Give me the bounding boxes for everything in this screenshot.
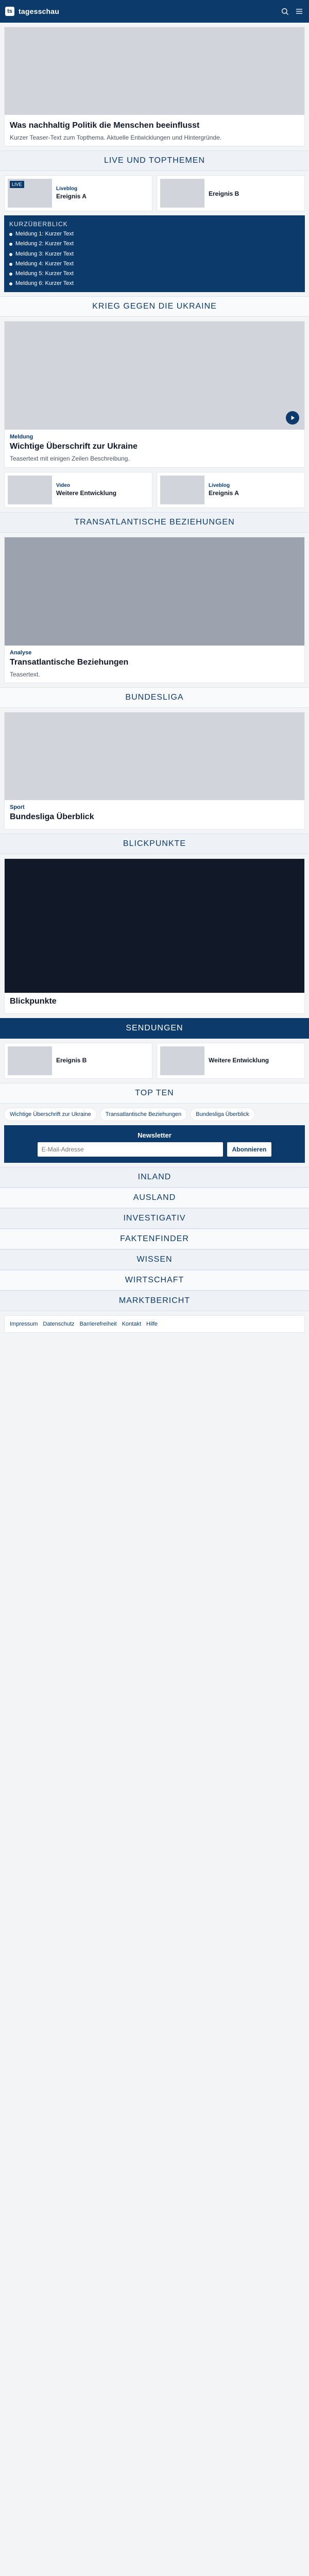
- live-thumb-1: [8, 179, 52, 208]
- blickpunkte-image: [5, 859, 304, 993]
- hero-title[interactable]: Was nachhaltig Politik die Menschen beeinflusst: [10, 121, 200, 130]
- live-title-2[interactable]: Ereignis B: [209, 190, 239, 197]
- ticker-text: Meldung 6: Kurzer Text: [15, 280, 74, 287]
- ticker-text: Meldung 3: Kurzer Text: [15, 250, 74, 257]
- menu-icon[interactable]: [295, 7, 304, 16]
- topten-pills: [4, 1108, 305, 1121]
- ukraine-image: [5, 321, 304, 430]
- topten-pill[interactable]: Wichtige Überschrift zur Ukraine: [4, 1108, 97, 1121]
- bullet-icon: [9, 282, 12, 285]
- bund-kicker: Sport: [10, 804, 25, 810]
- footer-link[interactable]: Impressum: [10, 1320, 38, 1327]
- newsletter-title: Newsletter: [138, 1131, 171, 1139]
- search-icon[interactable]: [280, 7, 289, 16]
- bund-image: [5, 713, 304, 800]
- logo[interactable]: ts: [5, 7, 14, 16]
- bullet-icon: [9, 233, 12, 236]
- bund-title[interactable]: Bundesliga Überblick: [10, 812, 94, 821]
- bund-card[interactable]: [4, 712, 305, 829]
- section-bund-title: BUNDESLIGA: [0, 687, 309, 708]
- live-kicker-1: Liveblog: [56, 186, 78, 192]
- footer: [4, 1315, 305, 1333]
- m-kicker: Video: [56, 482, 71, 488]
- thumb: [8, 476, 52, 504]
- live-title-1[interactable]: Ereignis A: [56, 193, 87, 200]
- ticker-item[interactable]: [9, 270, 300, 277]
- live-thumb-2: [160, 179, 204, 208]
- m-title[interactable]: Weitere Entwicklung: [209, 1057, 269, 1064]
- bullet-icon: [9, 243, 12, 246]
- ukraine-grid: [4, 472, 305, 508]
- section-ukraine-title: KRIEG GEGEN DIE UKRAINE: [0, 296, 309, 317]
- newsletter-submit-button[interactable]: Abonnieren: [227, 1142, 272, 1157]
- section-trans-title: TRANSATLANTISCHE BEZIEHUNGEN: [0, 512, 309, 533]
- section-inland-title: INLAND: [0, 1167, 309, 1188]
- bund-text: [5, 800, 304, 829]
- list-item[interactable]: [157, 472, 305, 508]
- blickpunkte-title[interactable]: Blickpunkte: [10, 996, 57, 1006]
- kurzueberblick: [4, 215, 305, 292]
- footer-links: [10, 1321, 299, 1327]
- hero-desc: Kurzer Teaser-Text zum Topthema. Aktuelle Entwicklungen und Hintergründe.: [10, 134, 222, 141]
- blickpunkte-text: [5, 993, 304, 1013]
- thumb: [160, 1046, 204, 1075]
- ticker-text: Meldung 4: Kurzer Text: [15, 260, 74, 267]
- m-title[interactable]: Ereignis A: [209, 489, 239, 497]
- topten-pill[interactable]: Bundesliga Überblick: [190, 1108, 254, 1121]
- ticker-item[interactable]: [9, 280, 300, 287]
- header-actions: [280, 7, 304, 16]
- m-title[interactable]: Weitere Entwicklung: [56, 489, 117, 497]
- hero-text: [5, 115, 304, 146]
- section-investigativ-title: INVESTIGATIV: [0, 1208, 309, 1229]
- sendung-item[interactable]: [4, 1043, 152, 1079]
- play-icon[interactable]: [286, 411, 299, 425]
- ukraine-text: [5, 430, 304, 467]
- site-header: [0, 0, 309, 23]
- brand-name[interactable]: tagesschau: [19, 7, 60, 15]
- newsletter-row: [10, 1142, 299, 1157]
- ticker-item[interactable]: [9, 231, 300, 238]
- section-wissen-title: WISSEN: [0, 1249, 309, 1270]
- trans-desc: Teasertext.: [10, 670, 40, 678]
- live-tag: LIVE: [10, 181, 24, 188]
- list-item[interactable]: [4, 472, 152, 508]
- topten-pill[interactable]: Transatlantische Beziehungen: [100, 1108, 187, 1121]
- section-faktenfinder-title: FAKTENFINDER: [0, 1229, 309, 1249]
- blickpunkte-gallery[interactable]: [4, 858, 305, 1014]
- bullet-icon: [9, 253, 12, 256]
- live-card-2[interactable]: [157, 175, 305, 211]
- ticker-text: Meldung 2: Kurzer Text: [15, 241, 74, 247]
- sendung-item[interactable]: [157, 1043, 305, 1079]
- ticker-list: [9, 231, 300, 287]
- m-title[interactable]: Ereignis B: [56, 1057, 87, 1064]
- ukraine-kicker: Meldung: [10, 434, 33, 440]
- ticker-text: Meldung 1: Kurzer Text: [15, 231, 74, 238]
- ticker-text: Meldung 5: Kurzer Text: [15, 270, 74, 277]
- footer-link[interactable]: Hilfe: [146, 1320, 158, 1327]
- section-live-title: LIVE UND TOPTHEMEN: [0, 150, 309, 171]
- spacer: [0, 1337, 309, 1342]
- bullet-icon: [9, 273, 12, 276]
- bullet-icon: [9, 263, 12, 266]
- ukraine-desc: Teasertext mit einigen Zeilen Beschreibung.: [10, 455, 130, 463]
- footer-link[interactable]: Barrierefreiheit: [79, 1320, 117, 1327]
- section-ausland-title: AUSLAND: [0, 1188, 309, 1208]
- trans-text: [5, 646, 304, 683]
- section-blickpunkte-title: BLICKPUNKTE: [0, 834, 309, 854]
- trans-title[interactable]: Transatlantische Beziehungen: [10, 657, 129, 667]
- ticker-item[interactable]: [9, 251, 300, 258]
- thumb: [8, 1046, 52, 1075]
- sendungen-grid: [4, 1043, 305, 1079]
- thumb: [160, 476, 204, 504]
- live-card-1[interactable]: [4, 175, 152, 211]
- ukraine-card[interactable]: [4, 321, 305, 467]
- section-sendungen-title: SENDUNGEN: [0, 1018, 309, 1039]
- live-row: [4, 175, 305, 211]
- footer-link[interactable]: Datenschutz: [43, 1320, 75, 1327]
- ticker-item[interactable]: [9, 261, 300, 267]
- ticker-item[interactable]: [9, 241, 300, 247]
- trans-kicker: Analyse: [10, 649, 32, 656]
- hero-image: [5, 27, 304, 115]
- newsletter-email-field[interactable]: [38, 1142, 223, 1157]
- m-kicker: Liveblog: [209, 482, 230, 488]
- trans-gallery[interactable]: [4, 537, 305, 683]
- hero-card[interactable]: [4, 27, 305, 146]
- ukraine-title[interactable]: Wichtige Überschrift zur Ukraine: [10, 442, 138, 451]
- ticker-title: KURZÜBERBLICK: [9, 221, 68, 228]
- section-top-title: TOP TEN: [0, 1083, 309, 1104]
- section-marktbericht-title: MARKTBERICHT: [0, 1291, 309, 1311]
- newsletter: [4, 1125, 305, 1163]
- trans-image: [5, 537, 304, 646]
- footer-link[interactable]: Kontakt: [122, 1320, 142, 1327]
- section-wirtschaft-title: WIRTSCHAFT: [0, 1270, 309, 1291]
